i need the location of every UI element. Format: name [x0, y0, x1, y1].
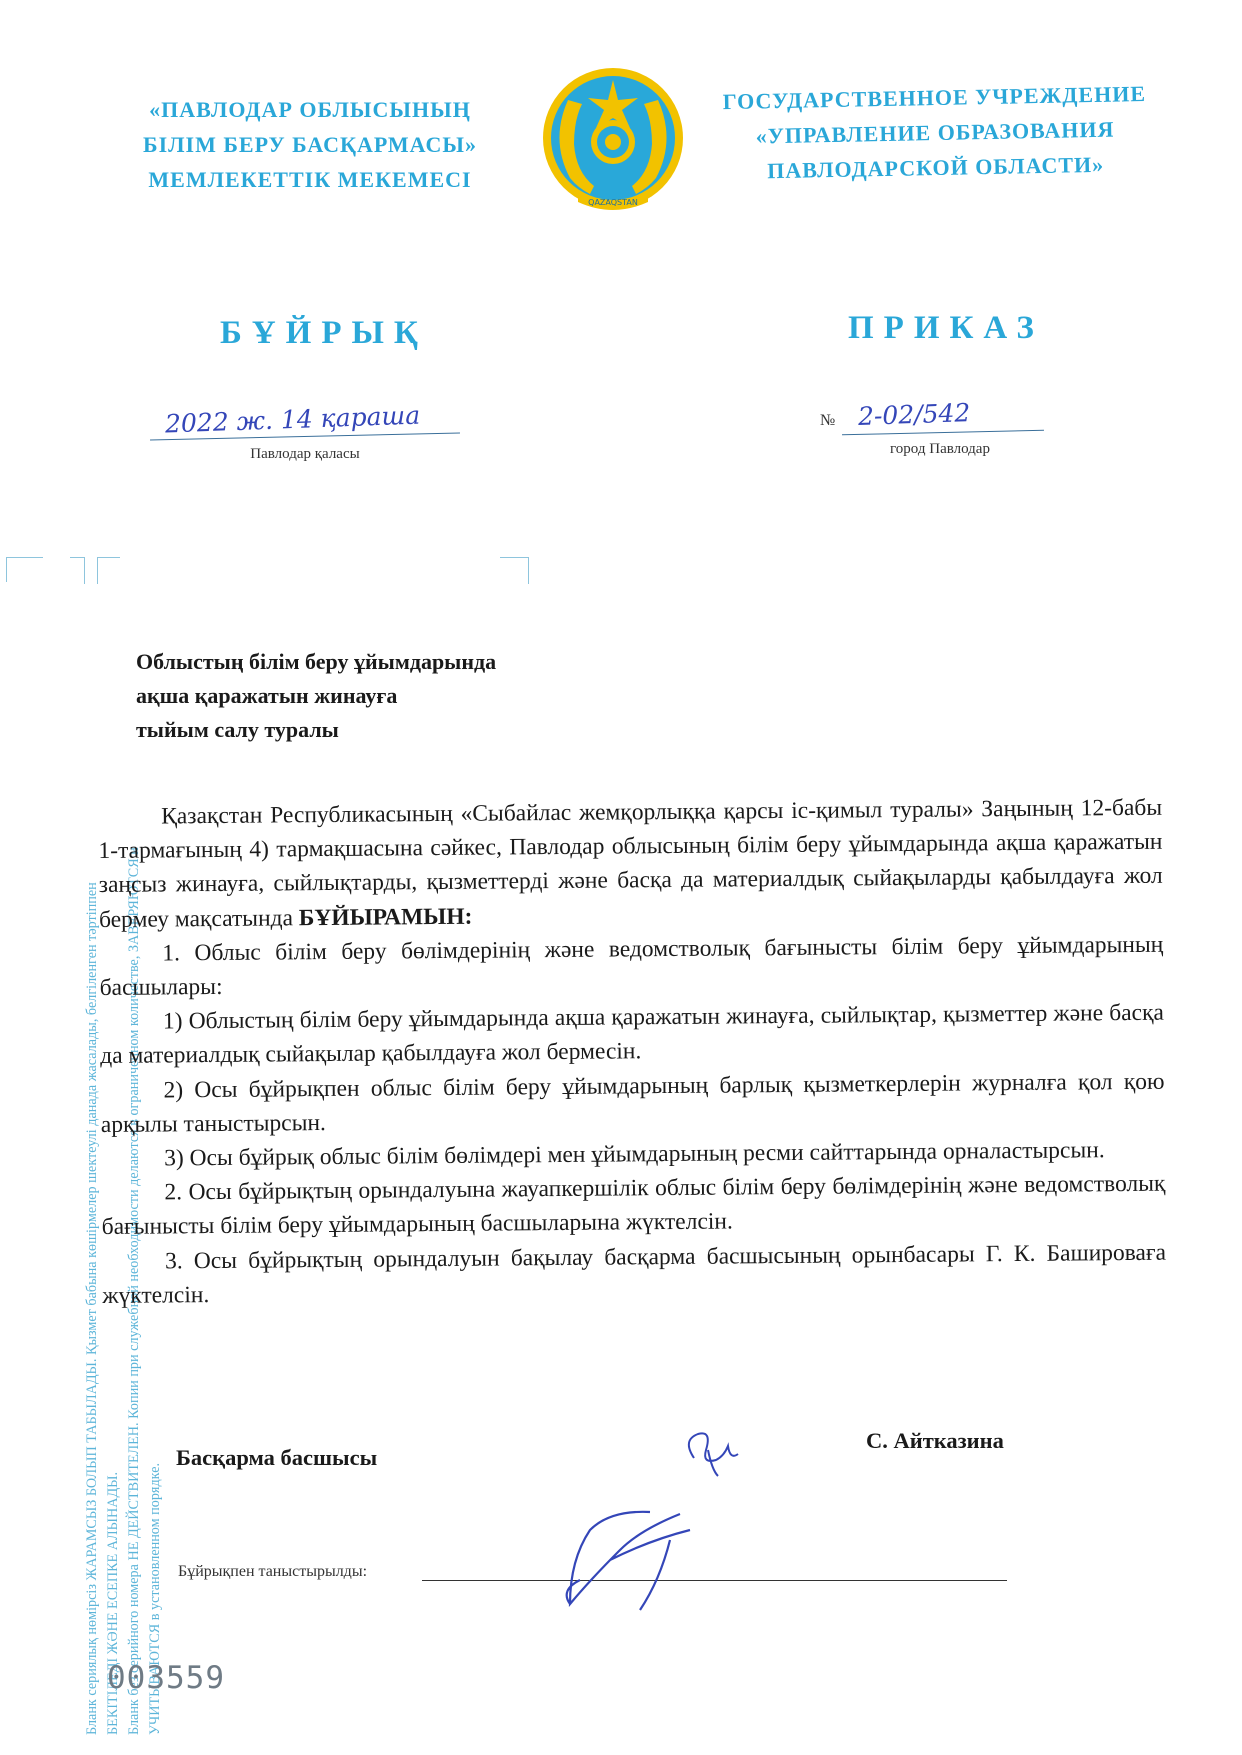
side-notice-line-4: УЧИТЫВАЮТСЯ в установленном порядке.: [147, 1462, 163, 1735]
city-kazakh: Павлодар қаласы: [250, 446, 360, 462]
body-intro-bold: БҰЙЫРАМЫН:: [298, 903, 473, 931]
org-name-russian: [699, 75, 1171, 189]
body-item-2: 2. Осы бұйрықтың орындалуына жауапкершілік облыс білім беру бөлімдерінің және ведомстволық бағынысты білім беру ұйымдарының басшыларына жүктелсін.: [101, 1170, 1166, 1241]
order-body: [98, 791, 1166, 1313]
date-handwritten: 2022 ж. 14 қараша: [164, 400, 421, 439]
subject-line-1: Облыстың білім беру ұйымдарында: [136, 649, 497, 674]
city-russian: город Павлодар: [890, 441, 990, 457]
doc-type-russian: ПРИКАЗ: [848, 310, 1044, 346]
org-name-kazakh: [110, 92, 510, 197]
emblem-label: QAZAQSTAN: [588, 198, 638, 207]
subject-line-3: тыйым салу туралы: [136, 717, 339, 742]
org-kz-line-1: «ПАВЛОДАР ОБЛЫСЫНЫҢ: [149, 97, 471, 122]
side-notice-line-3: Бланк без серийного номера НЕ ДЕЙСТВИТЕЛЕН. Копии при служебной необходимости делаются в ограниченном количестве, ЗАВЕРЯЮТСЯ и: [126, 847, 142, 1735]
body-item-1: 1. Облыс білім беру бөлімдерінің және ведомстволық бағынысты білім беру ұйымдарының басшылары:: [99, 931, 1164, 1002]
signer-position: Басқарма басшысы: [176, 1445, 378, 1470]
corner-mark: [97, 557, 120, 584]
org-ru-line-1: ГОСУДАРСТВЕННОЕ УЧРЕЖДЕНИЕ: [722, 80, 1147, 115]
org-ru-line-2: «УПРАВЛЕНИЕ ОБРАЗОВАНИЯ: [755, 116, 1115, 149]
body-intro: Қазақстан Республикасының «Сыбайлас жемқорлыққа қарсы іс-қимыл туралы» Заңының 12-бабы 1-тармағының 4) тармақшасына сәйкес, Павлодар облысының білім беру ұйымдарында ақша қаражатын заңсыз жинауға, сыйлықтарды, қызметтерді және басқа да материалдық сыйақыларды қабылдауға жол бермеу мақсатында: [98, 794, 1163, 933]
acquaintance-label: Бұйрықпен таныстырылды:: [178, 1563, 368, 1580]
org-kz-line-2: БІЛІМ БЕРУ БАСҚАРМАСЫ»: [143, 132, 477, 157]
subject-line-2: ақша қаражатын жинауға: [136, 683, 398, 708]
state-emblem-icon: [538, 60, 688, 220]
corner-mark: [6, 557, 43, 582]
body-item-1-3: 3) Осы бұйрық облыс білім бөлімдері мен ұйымдарының ресми сайттарында орналастырсын.: [164, 1137, 1105, 1172]
order-number-handwritten: 2-02/542: [857, 398, 971, 431]
org-kz-line-3: МЕМЛЕКЕТТІК МЕКЕМЕСІ: [148, 167, 472, 192]
body-item-3: 3. Осы бұйрықтың орындалуын бақылау басқарма басшысының орынбасары Г. К. Башироваға жүктелсін.: [102, 1239, 1167, 1309]
corner-mark: [500, 557, 529, 584]
signature-small-icon: [672, 1420, 752, 1480]
doc-type-kazakh: БҰЙРЫҚ: [220, 315, 428, 351]
side-notice-line-2: БЕКІТІЛЕДІ ЖӘНЕ ЕСЕПКЕ АЛЫНАДЫ.: [105, 1471, 121, 1735]
body-intro-paragraph: [98, 791, 1163, 937]
number-sign: №: [820, 412, 836, 429]
side-notice-line-1: Бланк сериялық нөмірсіз ЖАРАМСЫЗ БОЛЫП ТАБЫЛАДЫ. Қызмет бабына көшірмелер шектеулі данада жасалады, белгіленген тәртіппен: [84, 882, 100, 1735]
signature-large-icon: [550, 1500, 720, 1620]
number-underline: [842, 430, 1044, 436]
corner-mark: [70, 557, 85, 584]
body-item-1-2: 2) Осы бұйрықпен облыс білім беру ұйымдарының барлық қызметкерлерін журналға қол қою арқылы таныстырсын.: [100, 1068, 1165, 1138]
body-item-1-1: 1) Облыстың білім беру ұйымдарында ақша қаражатын жинауға, сыйлықтар, қызметтер және басқа да материалдық сыйақылар қабылдауға жол бермесін.: [100, 999, 1165, 1070]
org-ru-line-3: ПАВЛОДАРСКОЙ ОБЛАСТИ»: [766, 151, 1105, 184]
order-subject: [136, 645, 496, 747]
serial-number: 003559: [107, 1660, 225, 1696]
signer-name: С. Айтказина: [866, 1428, 1004, 1453]
